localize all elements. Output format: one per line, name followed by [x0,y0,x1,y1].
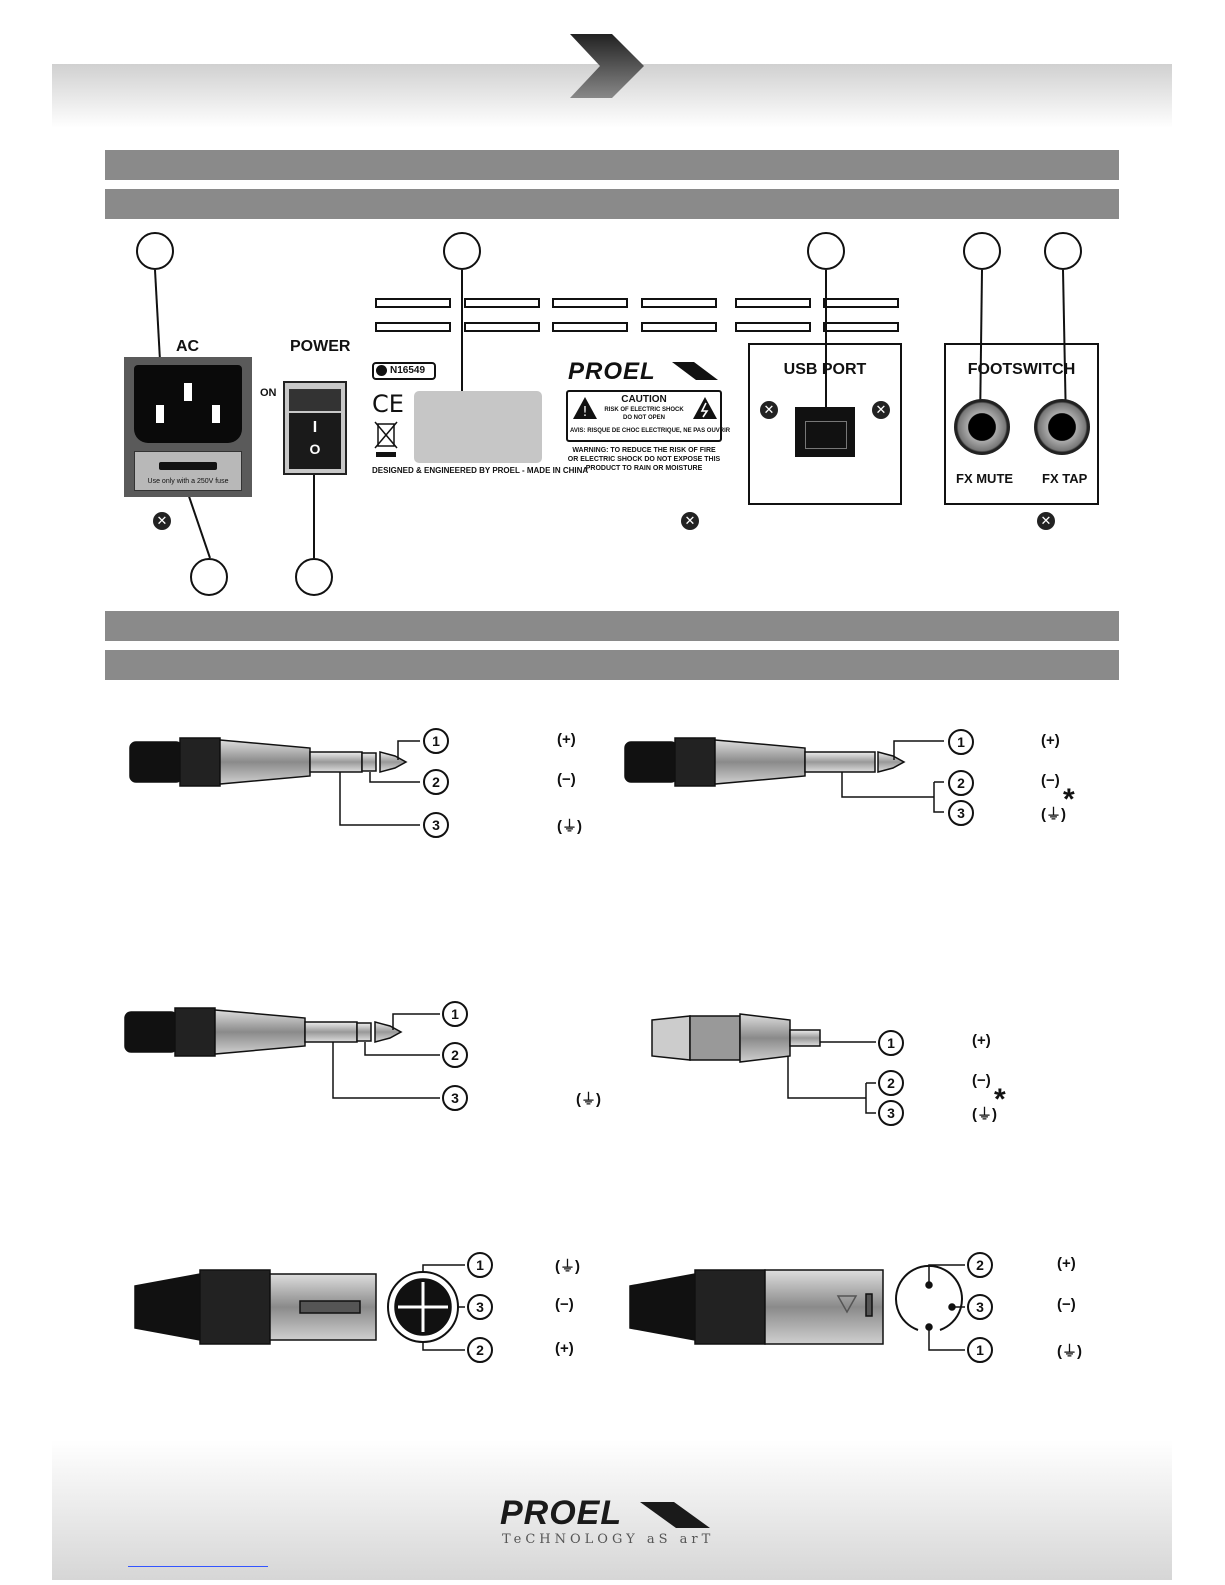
cert-badge [372,362,436,380]
pin-circle-1: 1 [423,728,449,754]
power-label: POWER [290,338,351,355]
avis-text: AVIS: RISQUE DE CHOC ELECTRIQUE, NE PAS OUVRIR [570,428,731,434]
callout-circle-fx-mute [963,232,1001,270]
pin-label-minus: (−) [1041,772,1060,789]
pin-label-minus: (−) [1057,1296,1076,1313]
usb-port-label: USB PORT [783,361,867,378]
pin-circle-3: 3 [423,812,449,838]
pin-circle-2: 2 [442,1042,468,1068]
pin-circle-1: 1 [878,1030,904,1056]
pin-circle-1: 1 [467,1252,493,1278]
screw-icon: ✕ [153,512,171,530]
ac-inlet [124,357,252,497]
usb-port[interactable] [795,407,855,457]
fx-mute-label: FX MUTE [956,471,1014,486]
pin-label-plus: (+) [1057,1255,1076,1272]
asterisk-note: * [994,1083,1006,1116]
pin-label-minus: (−) [972,1072,991,1089]
footer-logo-mark-icon [640,1502,714,1530]
section-bar-4 [105,650,1119,680]
asterisk-note: * [1063,783,1075,816]
pin-circle-1: 1 [967,1337,993,1363]
fx-mute-jack[interactable] [954,399,1010,455]
ce-mark: CE [372,390,404,418]
check-icon [376,365,387,376]
callout-circle-fx-tap [1044,232,1082,270]
pin-circle-1: 1 [442,1001,468,1027]
weee-bin-icon [373,418,399,458]
switch-off-mark: O [309,441,321,457]
on-label: ON [260,387,277,399]
footer-tagline: TeCHNOLOGY aS arT [502,1532,715,1547]
ts-plug [625,738,944,812]
callout-circle-ac [136,232,174,270]
svg-text:!: ! [582,405,588,420]
switch-on-mark: I [312,419,318,436]
footer-logo: PROEL [500,1494,623,1532]
designed-text: DESIGNED & ENGINEERED BY PROEL - MADE IN CHINA [372,466,589,475]
rca-plug [652,1014,876,1113]
pin-circle-2: 2 [948,770,974,796]
screw-icon: ✕ [872,401,890,419]
pin-label-plus: (+) [557,731,576,748]
caution-title: CAUTION [621,394,667,405]
xlr-male-plug [630,1265,965,1350]
callout-circle-fuse [190,558,228,596]
pin-circle-3: 3 [878,1100,904,1126]
warning-line-3: PRODUCT TO RAIN OR MOISTURE [585,465,703,472]
pin-circle-3: 3 [442,1085,468,1111]
pin-circle-2: 2 [878,1070,904,1096]
pin-label-ground: (⏚) [576,1091,601,1108]
pin-label-ground: (⏚) [972,1106,997,1123]
caution-line-1: RISK OF ELECTRIC SHOCK [604,407,684,413]
fuse-drawer[interactable] [134,451,242,491]
pin-circle-3: 3 [948,800,974,826]
power-switch[interactable] [283,381,347,475]
pin-circle-3: 3 [467,1294,493,1320]
proel-logo [568,358,656,386]
pin-label-plus: (+) [1041,732,1060,749]
callout-circle-usb [807,232,845,270]
screw-icon: ✕ [1037,512,1055,530]
pin-circle-3: 3 [967,1294,993,1320]
pin-circle-1: 1 [948,729,974,755]
trs-plug-1 [130,738,420,825]
pin-label-plus: (+) [972,1032,991,1049]
trs-plug-2 [125,1008,440,1098]
pin-circle-2: 2 [967,1252,993,1278]
warning-line-2: OR ELECTRIC SHOCK DO NOT EXPOSE THIS [567,456,721,463]
serial-label-area [414,391,542,463]
callout-circle-label [443,232,481,270]
caution-box [566,390,731,442]
pin-label-ground: (⏚) [1041,806,1066,823]
footswitch-label: FOOTSWITCH [967,361,1076,378]
fuse-text: Use only with a 250V fuse [147,478,229,485]
pin-label-plus: (+) [555,1340,574,1357]
cert-text: N16549 [390,365,426,376]
pin-circle-2: 2 [467,1337,493,1363]
ac-label: AC [176,338,200,355]
pin-label-minus: (−) [557,771,576,788]
iec-socket [134,365,242,443]
xlr-female-plug [135,1265,465,1350]
pin-circle-2: 2 [423,769,449,795]
connector-diagrams [0,690,1225,1410]
warning-line-1: WARNING: TO REDUCE THE RISK OF FIRE [572,447,716,454]
pin-label-ground: (⏚) [555,1258,580,1275]
callout-circle-power [295,558,333,596]
fx-tap-label: FX TAP [1042,471,1088,486]
fx-tap-jack[interactable] [1034,399,1090,455]
footswitch-panel [944,343,1099,505]
caution-line-2: DO NOT OPEN [622,415,665,421]
proel-logo-mark-icon [672,362,720,382]
footer-link-underline[interactable] [128,1566,268,1567]
usb-port-panel [748,343,902,505]
pin-label-ground: (⏚) [557,818,582,835]
warning-text [560,446,728,473]
pin-label-minus: (−) [555,1296,574,1313]
brand-text: PROEL [568,358,656,385]
screw-icon: ✕ [681,512,699,530]
pin-label-ground: (⏚) [1057,1343,1082,1360]
screw-icon: ✕ [760,401,778,419]
